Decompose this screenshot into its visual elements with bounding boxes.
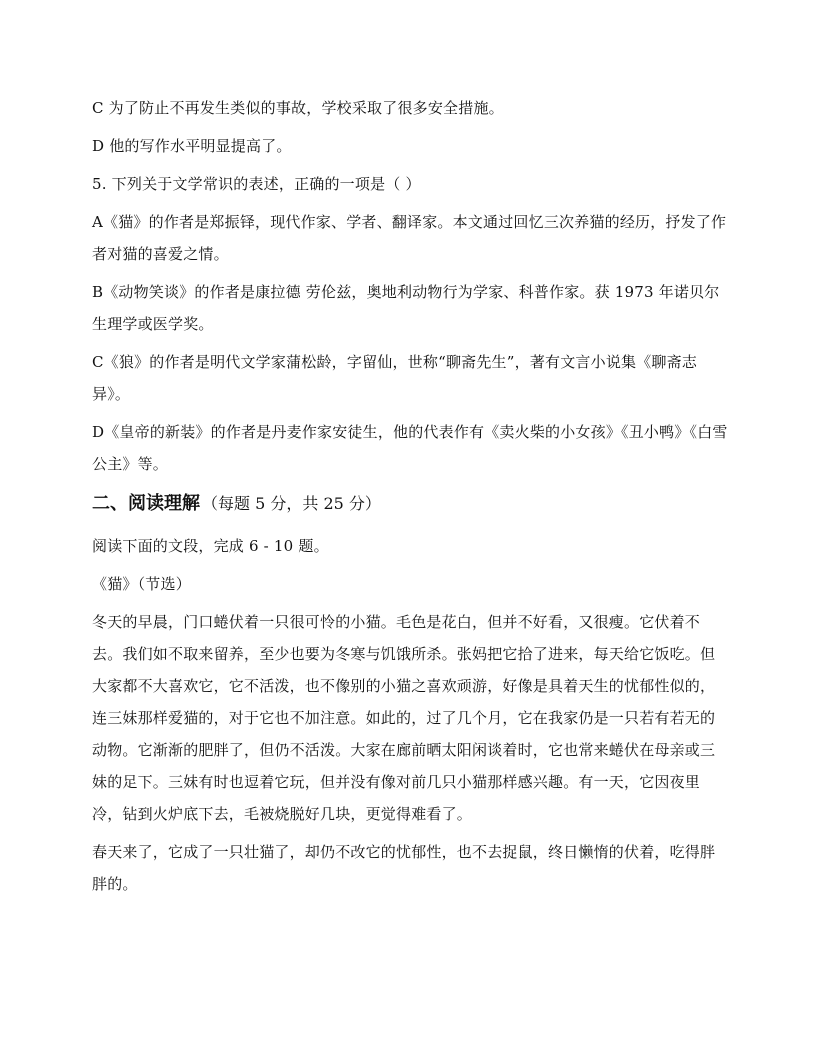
passage-paragraph: 春天来了，它成了一只壮猫了，却仍不改它的忧郁性，也不去捉鼠，终日懒惰的伏着，吃得胖胖的。 [92,843,716,893]
question-5-option-b: B《动物笑谈》的作者是康拉德 劳伦兹，奥地利动物行为学家、科普作家。获 1973 年诺贝尔生理学或医学奖。 [92,283,720,333]
question-5-option-c: C《狼》的作者是明代文学家蒲松龄，字留仙，世称“聊斋先生”，著有文言小说集《聊斋志异》。 [92,353,698,403]
question-5-stem: 5. 下列关于文学常识的表述，正确的一项是（ ） [92,175,421,193]
section-heading [92,488,728,520]
option-c: C 为了防止不再发生类似的事故，学校采取了很多安全措施。 [92,99,504,117]
question-5-option-d: D《皇帝的新装》的作者是丹麦作家安徒生，他的代表作有《卖火柴的小女孩》《丑小鸭》《白雪公主》等。 [92,423,728,473]
reading-instruction: 阅读下面的文段，完成 6 - 10 题。 [92,537,329,555]
passage-paragraph: 冬天的早晨，门口蜷伏着一只很可怜的小猫。毛色是花白，但并不好看，又很瘦。它伏着不去。我们如不取来留养，至少也要为冬寒与饥饿所杀。张妈把它拾了进来，每天给它饭吃。但大家都不大喜欢它，它不活泼，也不像别的小猫之喜欢顽游，好像是具着天生的忧郁性似的，连三妹那样爱猫的，对于它也不加注意。如此的，过了几个月，它在我家仍是一只若有若无的动物。它渐渐的肥胖了，但仍不活泼。大家在廊前晒太阳闲谈着时，它也常来蜷伏在母亲或三妹的足下。三妹有时也逗着它玩，但并没有像对前几只小猫那样感兴趣。有一天，它因夜里冷，钻到火炉底下去，毛被烧脱好几块，更觉得难看了。 [92,613,716,823]
option-d: D 他的写作水平明显提高了。 [92,137,292,155]
question-5-option-a: A《猫》的作者是郑振铎，现代作家、学者、翻译家。本文通过回忆三次养猫的经历，抒发了作者对猫的喜爱之情。 [92,213,727,263]
section-title: 二、阅读理解 [92,493,200,514]
passage-title: 《猫》（节选） [92,575,191,593]
document-page [92,92,728,906]
section-score-note: （每题 5 分，共 25 分） [202,494,381,513]
